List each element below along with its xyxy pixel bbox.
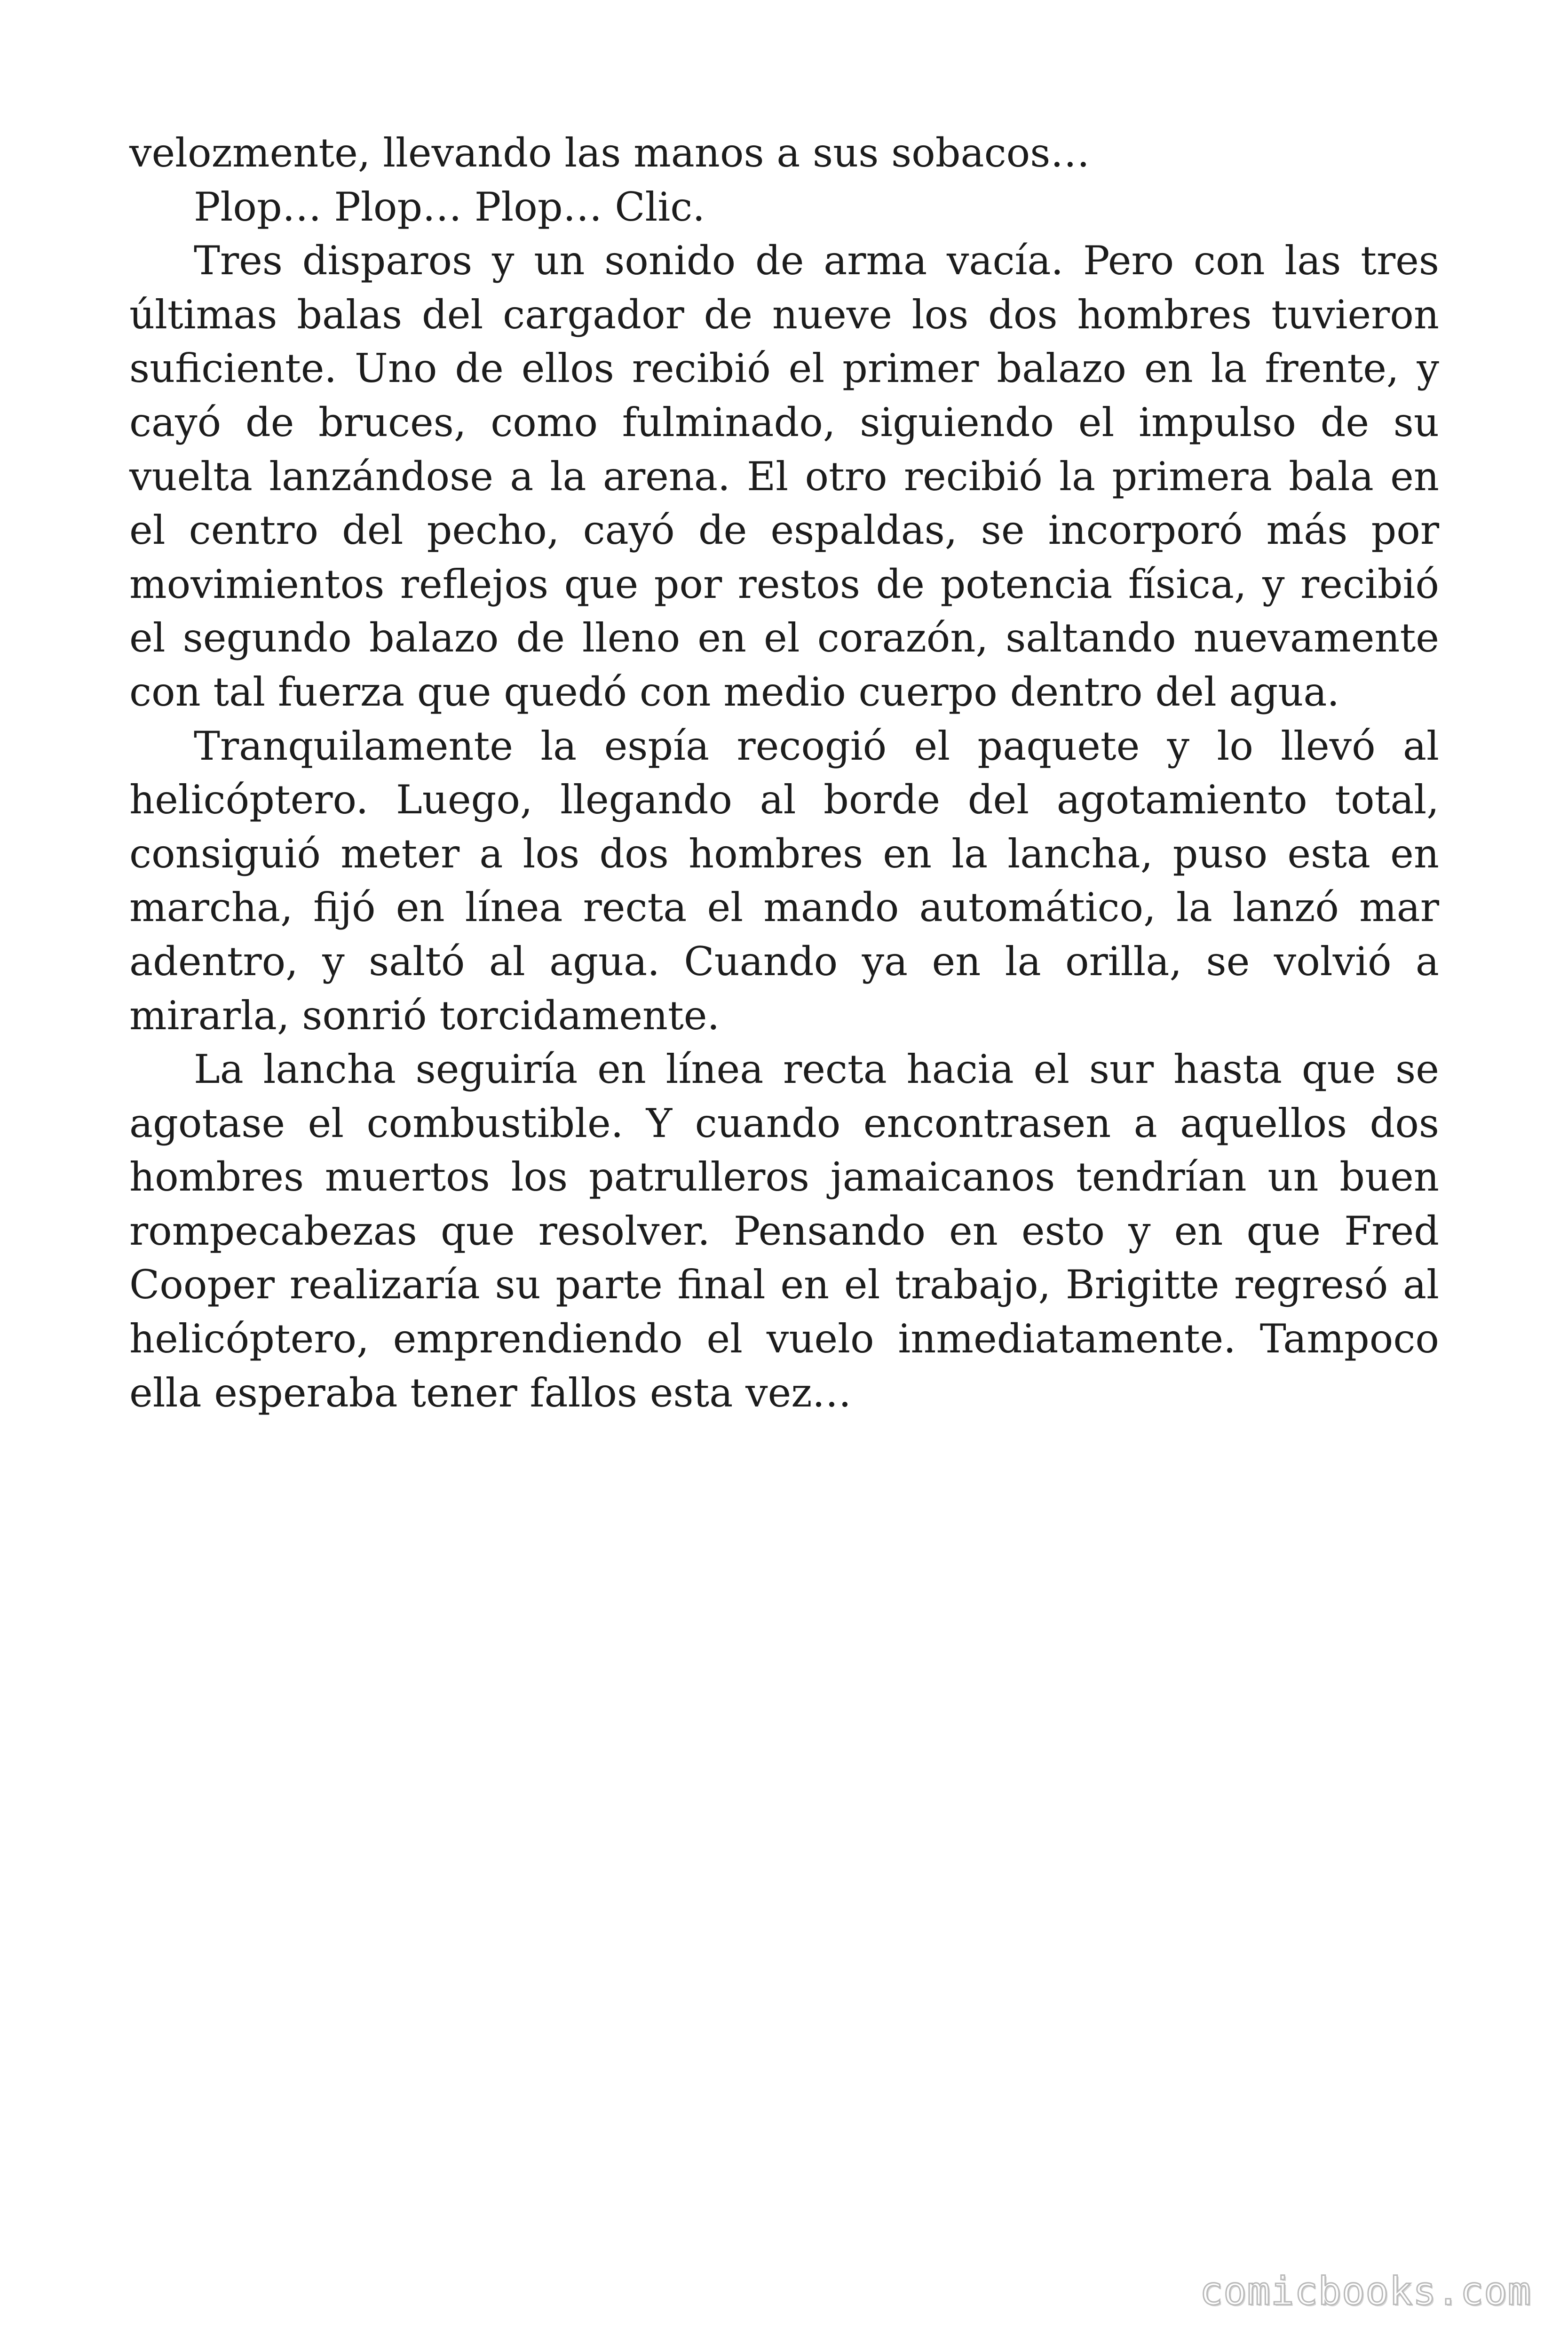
body-text (129, 126, 1439, 1420)
paragraph-ending: La lancha seguiría en línea recta hacia el sur hasta que se agotase el combustible. Y cuando encontrasen a aquellos dos hombres muertos los patrulleros jamaicanos tendrían un buen rompecabezas que resolver. Pensando en esto y en que Fred Cooper realizaría su parte final en el trabajo, Brigitte regresó al helicóptero, emprendiendo el vuelo inmediatamente. Tampoco ella esperaba tener fallos esta vez… (129, 1046, 1439, 1416)
paragraph-helicopter: Tranquilamente la espía recogió el paquete y lo llevó al helicóptero. Luego, llegando al borde del agotamiento total, consiguió meter a los dos hombres en la lancha, puso esta en marcha, fijó en línea recta el mando automático, la lanzó mar adentro, y saltó al agua. Cuando ya en la orilla, se volvió a mirarla, sonrió torcidamente. (129, 723, 1439, 1039)
paragraph-continuation: velozmente, llevando las manos a sus sobacos… (129, 130, 1090, 176)
watermark-logo: comicbooks.com (1199, 2269, 1531, 2314)
paragraph-shots: Tres disparos y un sonido de arma vacía. Pero con las tres últimas balas del cargador de nueve los dos hombres tuvieron suficiente. Uno de ellos recibió el primer balazo en la frente, y cayó de bruces, como fulminado, siguiendo el impulso de su vuelta lanzándose a la arena. El otro recibió la primera bala en el centro del pecho, cayó de espaldas, se incorporó más por movimientos reflejos que por restos de potencia física, y recibió el segundo balazo de lleno en el corazón, saltando nuevamente con tal fuerza que quedó con medio cuerpo dentro del agua. (129, 238, 1439, 715)
paragraph-sound-effect: Plop… Plop… Plop… Clic. (194, 183, 705, 230)
